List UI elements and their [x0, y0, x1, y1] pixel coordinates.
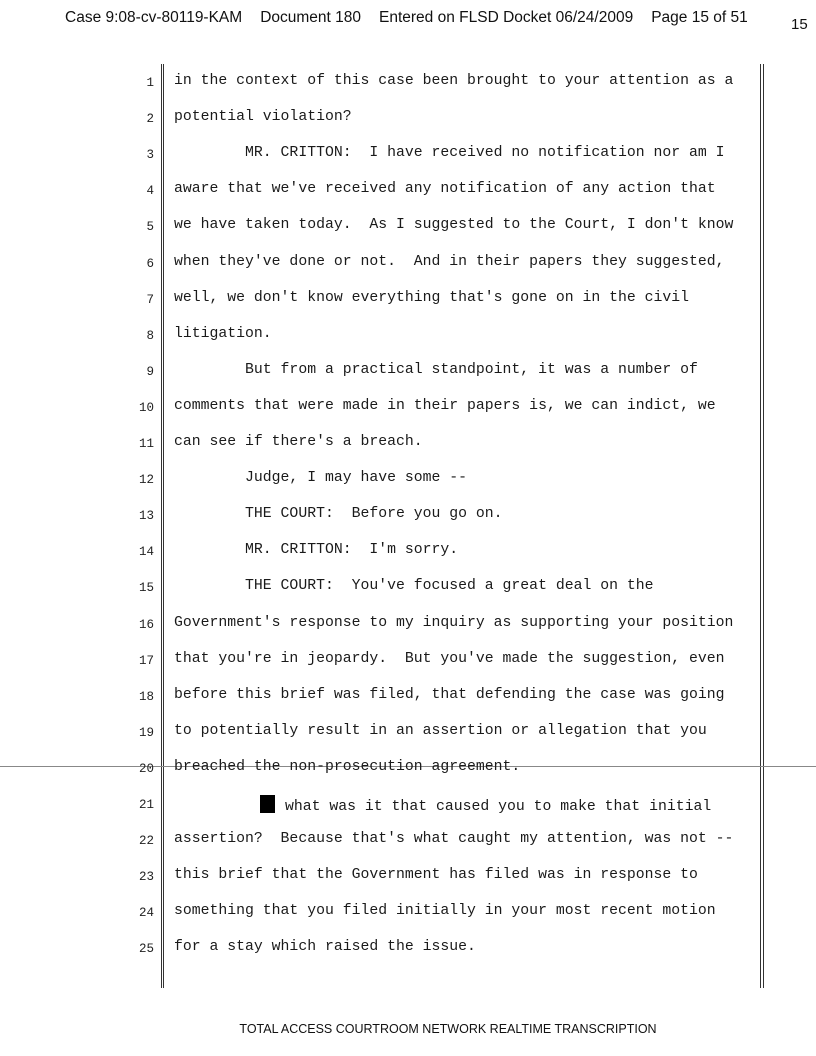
page-count: Page 15 of 51 [651, 9, 748, 26]
line-text: Government's response to my inquiry as supporting your position [174, 614, 734, 631]
transcript-line [0, 542, 816, 564]
transcript-line [0, 470, 816, 492]
line-text: MR. CRITTON: I'm sorry. [174, 542, 459, 559]
transcript-line [0, 145, 816, 167]
line-text: litigation. [174, 325, 272, 342]
line-text: that you're in jeopardy. But you've made the suggestion, even [174, 650, 725, 667]
line-text: something that you filed initially in your most recent motion [174, 903, 716, 920]
line-number: 23 [138, 870, 154, 885]
redaction-box [260, 795, 275, 813]
transcript-line [0, 578, 816, 600]
line-text: Judge, I may have some -- [174, 470, 468, 487]
transcript-line [0, 939, 816, 961]
line-text: comments that were made in their papers is, we can indict, we [174, 397, 716, 414]
transcript-line [0, 362, 816, 384]
line-text: in the context of this case been brought to your attention as a [174, 73, 734, 89]
line-number: 9 [146, 364, 154, 379]
line-text: this brief that the Government has filed was in response to [174, 867, 698, 884]
line-text: to potentially result in an assertion or allegation that you [174, 722, 707, 739]
line-number: 6 [146, 256, 154, 271]
line-number: 5 [146, 220, 154, 235]
page-footer [0, 1022, 816, 1036]
line-number: 7 [146, 292, 154, 307]
line-number: 20 [138, 761, 154, 776]
line-text: aware that we've received any notification of any action that [174, 181, 716, 198]
transcript-line [0, 795, 816, 817]
line-number: 11 [138, 437, 154, 451]
line-number: 24 [138, 906, 154, 921]
footer-text: TOTAL ACCESS COURTROOM NETWORK REALTIME TRANSCRIPTION [239, 1022, 657, 1036]
transcript-line [0, 723, 816, 745]
transcript-line [0, 831, 816, 853]
transcript-line [0, 181, 816, 203]
line-text: THE COURT: Before you go on. [174, 506, 503, 523]
transcript-line [0, 398, 816, 420]
line-number: 25 [138, 942, 154, 957]
transcript-line [0, 867, 816, 889]
line-number: 19 [138, 725, 154, 740]
transcript-line [0, 73, 816, 95]
line-text-after-redaction: what was it that caused you to make that initial [285, 799, 712, 815]
transcript-line [0, 687, 816, 709]
line-text: But from a practical standpoint, it was a number of [174, 361, 698, 378]
line-number: 18 [138, 689, 154, 704]
line-text: for a stay which raised the issue. [174, 939, 476, 956]
line-text: MR. CRITTON: I have received no notification nor am I [174, 145, 725, 162]
transcript-line [0, 506, 816, 528]
transcript-line [0, 217, 816, 239]
line-number: 2 [146, 112, 154, 127]
line-text: THE COURT: You've focused a great deal on the [174, 578, 654, 595]
line-number: 22 [138, 834, 154, 849]
line-number: 21 [138, 798, 154, 812]
line-text: can see if there's a breach. [174, 434, 423, 450]
line-text: we have taken today. As I suggested to the Court, I don't know [174, 217, 734, 234]
transcript-line [0, 290, 816, 312]
line-text: assertion? Because that's what caught my attention, was not -- [174, 831, 734, 848]
line-text: potential violation? [174, 109, 352, 126]
transcript-line [0, 903, 816, 925]
document-number: Document 180 [260, 9, 361, 26]
line-text [174, 795, 711, 815]
line-number: 3 [146, 148, 154, 163]
line-number: 14 [138, 545, 154, 560]
line-number: 10 [138, 400, 154, 415]
line-number: 15 [138, 581, 154, 596]
docket-entry: Entered on FLSD Docket 06/24/2009 [379, 9, 634, 26]
case-number: Case 9:08-cv-80119-KAM [65, 9, 243, 26]
transcript-line [0, 651, 816, 673]
line-text: well, we don't know everything that's gone on in the civil [174, 289, 690, 306]
line-text: breached the non-prosecution agreement. [174, 758, 521, 775]
transcript-line [0, 434, 816, 456]
line-number: 13 [138, 509, 154, 524]
page-number: 15 [791, 16, 808, 33]
line-number: 4 [146, 184, 154, 199]
line-number: 8 [146, 328, 154, 343]
page-header [65, 9, 748, 27]
line-number: 12 [138, 473, 154, 488]
line-text: before this brief was filed, that defending the case was going [174, 686, 725, 703]
line-text: when they've done or not. And in their papers they suggested, [174, 253, 725, 270]
transcript-line [0, 615, 816, 637]
line-number: 1 [146, 76, 154, 90]
transcript-line [0, 759, 816, 781]
transcript-line [0, 254, 816, 276]
line-number: 17 [138, 653, 154, 668]
transcript-line [0, 326, 816, 348]
line-number: 16 [138, 617, 154, 632]
transcript-line [0, 109, 816, 131]
